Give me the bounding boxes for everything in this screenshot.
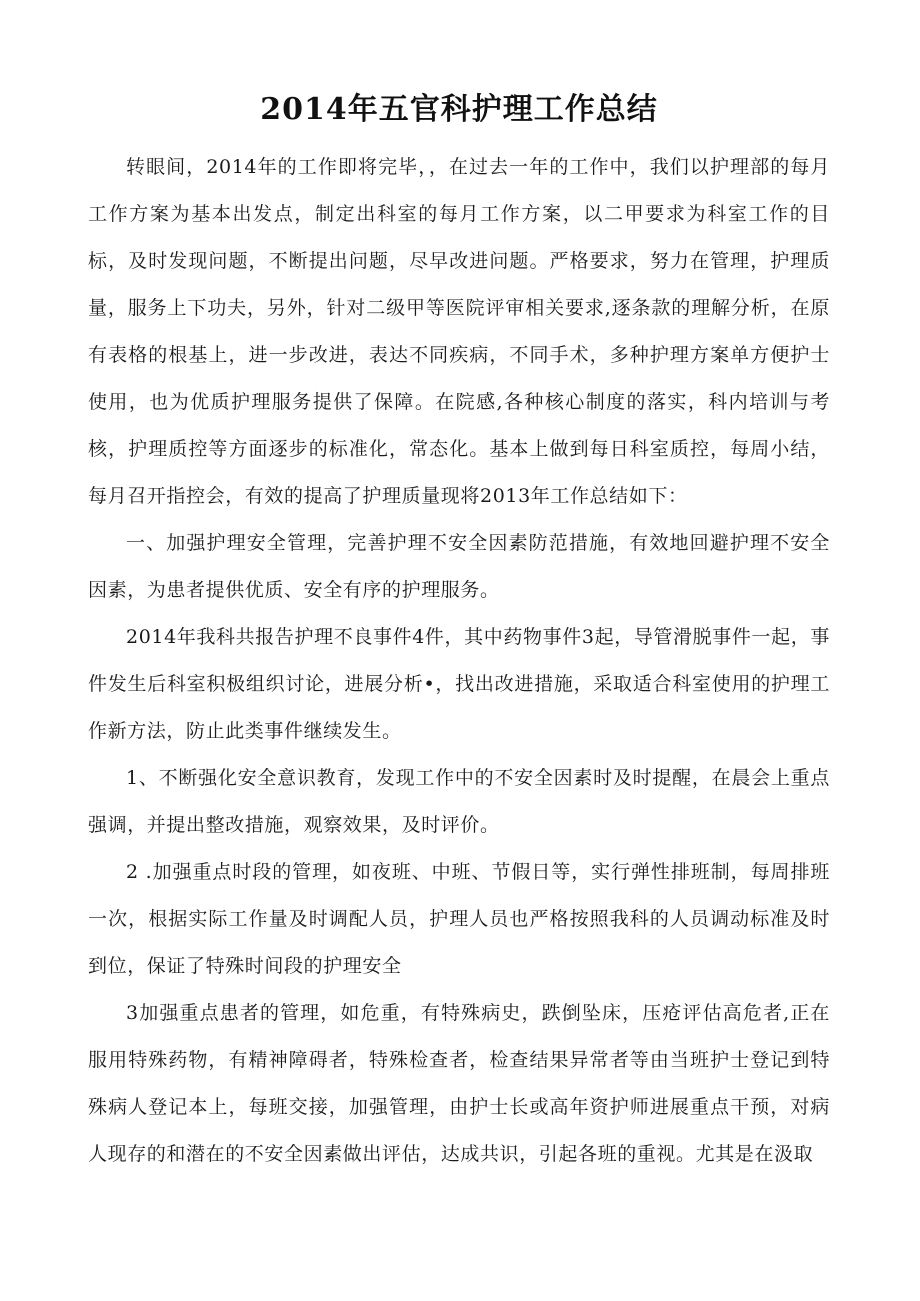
paragraph-adverse-events: 2014年我科共报告护理不良事件4件，其中药物事件3起，导管滑脱事件一起，事件发生后科室积极组织讨论，进展分析•，找出改进措施，采取适合科室使用的护理工作新方法，防止此类事件继续发生。 (88, 626, 830, 742)
paragraph-item-1: 1、不断强化安全意识教育，发现工作中的不安全因素时及时提醒，在晨会上重点强调，并提出整改措施，观察效果，及时评价。 (88, 767, 830, 836)
document-title: 2014年五官科护理工作总结 (260, 92, 658, 127)
paragraph-item-2: 2 .加强重点时段的管理，如夜班、中班、节假日等，实行弹性排班制，每周排班一次，根据实际工作量及时调配人员，护理人员也严格按照我科的人员调动标准及时到位，保证了特殊时间段的护理安全 (88, 861, 830, 977)
paragraph-section-one-heading: 一、加强护理安全管理，完善护理不安全因素防范措施，有效地回避护理不安全因素，为患者提供优质、安全有序的护理服务。 (88, 532, 830, 601)
paragraph-intro: 转眼间，2014年的工作即将完毕，，在过去一年的工作中，我们以护理部的每月工作方案为基本出发点，制定出科室的每月工作方案，以二甲要求为科室工作的目标，及时发现问题，不断提出问题，尽早改进问题。严格要求，努力在管理，护理质量，服务上下功夫，另外，针对二级甲等医院评审相关要求,逐条款的理解分析，在原有表格的根基上，进一步改进，表达不同疾病，不同手术，多种护理方案单方便护士使用，也为优质护理服务提供了保障。在院感,各种核心制度的落实，科内培训与考核，护理质控等方面逐步的标准化，常态化。基本上做到每日科室质控，每周小结，每月召开指控会，有效的提高了护理质量现将2013年工作总结如下： (88, 156, 830, 507)
paragraph-item-3: 3加强重点患者的管理，如危重，有特殊病史，跌倒坠床，压疮评估高危者,正在服用特殊药物，有精神障碍者，特殊检查者，检查结果异常者等由当班护士登记到特殊病人登记本上，每班交接，加强管理，由护士长或高年资护师进展重点干预，对病人现存的和潜在的不安全因素做出评估，达成共识，引起各班的重视。尤其是在汲取 (88, 1002, 830, 1165)
